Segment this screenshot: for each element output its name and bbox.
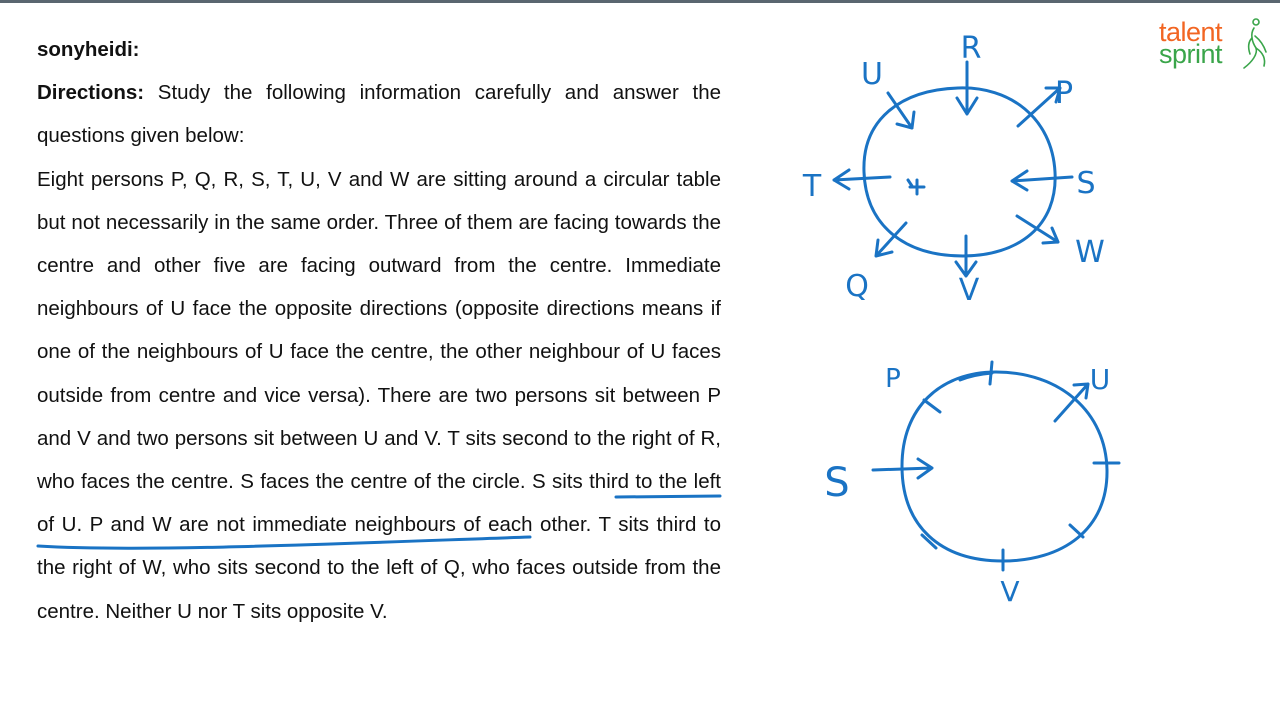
logo-word-talent: talent <box>1159 17 1223 47</box>
label-V: V <box>958 273 980 308</box>
paragraph-part-1: Eight persons P, Q, R, S, T, U, V and W are sitting around a circular table but not necessarily in the same order. Three of them are facing towards the centre and other five are facing outward from the centre. Immediate neighbours of U face the opposite directions (opposite directions means if one of the neighbours of U face the centre, the other neighbour of U faces outside from centre and vice versa). There are two persons sit between P and V and two persons sit between U and V. T sits second to the right of R, who faces the centre. <box>37 167 721 494</box>
label-P: P <box>1054 76 1074 111</box>
label-U: U <box>861 57 883 92</box>
label-Q: Q <box>845 269 869 304</box>
label-W: W <box>1075 235 1105 270</box>
tick-upper-left <box>924 400 940 412</box>
label2-U: U <box>1089 363 1111 396</box>
underline-line-2 <box>38 537 530 548</box>
label2-S: S <box>824 460 850 506</box>
arrow-T <box>834 170 890 189</box>
directions-text: Study the following information carefully and answer the questions given below: <box>37 81 721 148</box>
label-T: T <box>802 169 822 204</box>
directions-label: Directions: <box>37 81 145 105</box>
label-R: R <box>960 31 982 66</box>
underlined-statement: S faces the centre of the circle. S sits third to the left of U <box>37 470 721 537</box>
tick-lower-right <box>1070 525 1083 537</box>
label-S: S <box>1076 166 1096 201</box>
arrow-S <box>1012 171 1072 190</box>
underline-line-1 <box>616 496 720 497</box>
label2-V: V <box>1000 575 1020 608</box>
logo-word-sprint: sprint <box>1159 39 1223 69</box>
center-mark <box>908 180 924 194</box>
author-name: sonyheidi: <box>37 38 140 61</box>
label2-P: P <box>885 364 901 394</box>
paragraph-part-2: . P and W are not immediate neighbours of each other. T sits third to the right of W, who sits second to the left of Q, who faces outside from the centre. Neither U nor T sits opposite V. <box>37 513 722 623</box>
